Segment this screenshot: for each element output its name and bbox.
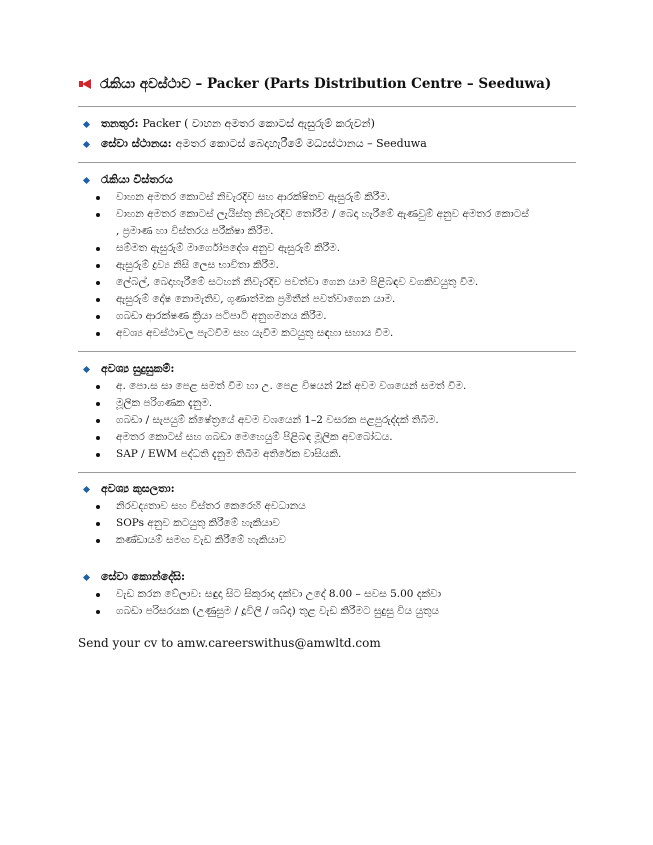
list-item: ලේබල්, බෙදාහැරීමේ සටහන් නිවැරදිව පවත්වා ගෙන යාම පිළිබඳව වගකිවයුතු වීම.: [78, 274, 598, 291]
position-label: තනතුර:: [101, 117, 139, 130]
list-item: ගබඩා / සැපයුම් ක්ෂේත්‍රයේ අවම වශයෙන් 1–2 වසරක පළපුරුද්දක් තිබීම.: [78, 412, 598, 429]
list-item: අවශ්‍ය අවස්ථාවල පැටවීම සහ යැවීම කටයුතු සඳහා සහාය වීම.: [78, 325, 598, 342]
requirements-list: [78, 378, 598, 463]
location-row: [78, 134, 598, 154]
page-title-text: රැකියා අවස්ථාව – Packer (Parts Distribution Centre – Seeduwa): [100, 76, 552, 92]
list-item: අමතර කොටස් සහ ගබඩා මෙහෙයුම් පිළිබඳ මූලික අවබෝධය.: [78, 429, 598, 446]
requirements-section: [78, 360, 598, 463]
skills-heading: අවශ්‍ය කුසලතා:: [78, 480, 598, 498]
list-item: වාහන අමතර කොටස් ලැයිස්තු නිවැරදිව තෝරීම / බෙදා හැරීමේ ඇණවුම් අනුව අමතර කොටස්: [78, 206, 598, 223]
position-section: [78, 114, 598, 154]
list-item: වැඩ කරන වේලාව: සඳුදා සිට සිකුරාදා දක්වා උදේ 8.00 – සවස 5.00 දක්වා: [78, 586, 598, 603]
list-item: ඇසුරුම් දෝෂ නොමැතිව, ගුණාත්මක ප්‍රමිතීන් පවත්වාගෙන යාම.: [78, 291, 598, 308]
conditions-heading: සේවා කොන්දේසි:: [78, 568, 598, 586]
skills-list: [78, 498, 598, 549]
diamond-bullet-icon: [83, 121, 90, 128]
divider: [78, 106, 576, 107]
position-value: Packer ( වාහන අමතර කොටස් ඇසුරුම් කරුවන්): [142, 117, 375, 130]
list-item: සම්මත ඇසුරුම් මාර්ගෝපදේශ අනුව ඇසුරුම් කිරීම.: [78, 240, 598, 257]
list-item: ගබඩා පරිසරයක (උණුසුම / දූවිලි / ශබ්ද) තුළ වැඩ කිරීමට සුදුසු විය යුතුය: [78, 603, 598, 620]
requirements-heading: අවශ්‍ය සුදුසුකම්:: [78, 360, 598, 378]
list-item-continuation: , ප්‍රමාණ හා විස්තරය පරීක්ෂා කිරීම.: [116, 225, 274, 237]
diamond-bullet-icon: [83, 141, 90, 148]
diamond-bullet-icon: [83, 177, 90, 184]
list-item: නිරවද්‍යතාව සහ විස්තර කෙරෙහි අවධානය: [78, 498, 598, 515]
conditions-list: [78, 586, 598, 620]
conditions-section: [78, 568, 598, 620]
list-item: SOPs අනුව කටයුතු කිරීමේ හැකියාව: [78, 515, 598, 532]
job-description-list: [78, 189, 598, 342]
list-item: ඇසුරුම් ද්‍රව්‍ය නිසි ලෙස භාවිතා කිරීම.: [78, 257, 598, 274]
list-item: වාහන අමතර කොටස් නිවැරදිව සහ ආරක්ෂිතව ඇසුරුම් කිරීම.: [78, 189, 598, 206]
location-label: සේවා ස්ථානය:: [101, 137, 172, 150]
divider: [78, 351, 576, 352]
list-item: අ. පො.ස සා පෙළ සමත් වීම හා උ. පෙළ විෂයන් 2ක් අවම වශයෙන් සමත් වීම.: [78, 378, 598, 395]
location-value: අමතර කොටස් බෙදාහැරීමේ මධ්‍යස්ථානය – Seeduwa: [175, 137, 427, 150]
divider: [78, 162, 576, 163]
job-description-heading: රැකියා විස්තරය: [78, 171, 598, 189]
list-item: SAP / EWM පද්ධති දැනුම තිබීම අතිරේක වාසියකි.: [78, 446, 598, 463]
list-item: ගබඩා ආරක්ෂණ ක්‍රියා පටිපාටි අනුගමනය කිරීම.: [78, 308, 598, 325]
diamond-bullet-icon: [83, 486, 90, 493]
diamond-bullet-icon: [83, 574, 90, 581]
diamond-bullet-icon: [83, 366, 90, 373]
megaphone-icon: [78, 78, 94, 90]
divider: [78, 472, 576, 473]
position-row: [78, 114, 598, 134]
skills-section: [78, 480, 598, 549]
list-item: කණ්ඩායම් සමඟ වැඩ කිරීමේ හැකියාව: [78, 532, 598, 549]
list-item: මූලික පරිගණක දැනුම.: [78, 395, 598, 412]
job-description-section: [78, 171, 598, 342]
contact-text: Send your cv to amw.careerswithus@amwltd.com: [78, 636, 381, 650]
page-title: [78, 76, 598, 92]
